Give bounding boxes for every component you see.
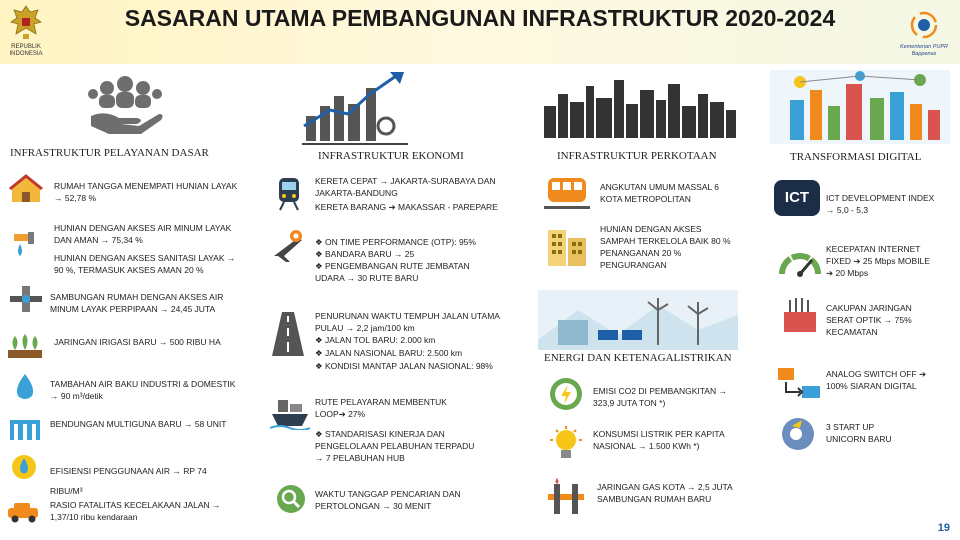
- ict-badge-icon: ICT: [772, 178, 822, 218]
- list-item: ❖ PENGEMBANGAN RUTE JEMBATAN UDARA → 30 RUTE BARU: [315, 261, 470, 283]
- list-item: EMISI CO2 DI PEMBANGKITAN → 323,9 JUTA TON *): [593, 386, 727, 408]
- community-hand-icon: [85, 70, 165, 140]
- house-icon: [8, 174, 44, 204]
- water-drop-icon: [10, 372, 40, 402]
- list-item: SAMBUNGAN RUMAH DENGAN AKSES AIR MINUM LAYAK PERPIPAAN → 24,45 JUTA: [50, 292, 224, 314]
- list-item: KERETA CEPAT → JAKARTA-SURABAYA DAN JAKARTA-BANDUNG: [315, 176, 496, 198]
- car-accident-icon: [6, 500, 42, 524]
- list-item: KONSUMSI LISTRIK PER KAPITA NASIONAL → 1.500 KWh *): [593, 429, 725, 451]
- list-item: ANALOG SWITCH OFF ➔ 100% SIARAN DIGITAL: [826, 369, 927, 391]
- garuda-emblem-icon: [10, 4, 42, 42]
- page-number: 19: [937, 522, 950, 534]
- list-item: ❖ JALAN NASIONAL BARU: 2.500 km: [315, 348, 463, 358]
- ministry-logo-icon: [910, 10, 938, 40]
- list-item: ❖ STANDARISASI KINERJA DAN PENGELOLAAN PELABUHAN TERPADU → 7 PELABUHAN HUB: [315, 429, 475, 463]
- search-rescue-icon: [276, 484, 306, 514]
- list-item: ICT DEVELOPMENT INDEX → 5,0 - 5,3: [826, 193, 935, 215]
- list-item: ❖ ON TIME PERFORMANCE (OTP): 95%: [315, 237, 476, 247]
- irrigation-plant-icon: [8, 330, 42, 358]
- unicorn-icon: [778, 416, 818, 452]
- list-item: JARINGAN IRIGASI BARU → 500 RIBU HA: [54, 337, 221, 347]
- list-item: HUNIAN DENGAN AKSES SAMPAH TERKELOLA BAIK 80 % PENANGANAN 20 % PENGURANGAN: [600, 224, 731, 270]
- pipe-connection-icon: [8, 284, 44, 314]
- analog-to-digital-icon: [776, 364, 822, 404]
- mass-transit-train-icon: [544, 170, 590, 212]
- gas-pipe-icon: [544, 476, 588, 516]
- list-item: TAMBAHAN AIR BAKU INDUSTRI & DOMESTIK → 90 m³/detik: [50, 379, 236, 401]
- column-title-pelayanan-dasar: INFRASTRUKTUR PELAYANAN DASAR: [10, 147, 209, 159]
- list-item: RUMAH TANGGA MENEMPATI HUNIAN LAYAK → 52,78 %: [54, 181, 238, 203]
- list-item: CAKUPAN JARINGAN SERAT OPTIK → 75% KECAMATAN: [826, 303, 912, 337]
- list-item: ANGKUTAN UMUM MASSAL 6 KOTA METROPOLITAN: [600, 182, 720, 204]
- column-title-perkotaan: INFRASTRUKTUR PERKOTAAN: [557, 150, 717, 162]
- list-item: PENURUNAN WAKTU TEMPUH JALAN UTAMA PULAU → 2,2 jam/100 km: [315, 311, 500, 333]
- list-item: HUNIAN DENGAN AKSES AIR MINUM LAYAK DAN AMAN → 75,34 %: [54, 223, 232, 245]
- column-title-digital: TRANSFORMASI DIGITAL: [790, 151, 922, 163]
- city-skyline-icon: [540, 76, 740, 138]
- road-icon: [270, 310, 306, 356]
- column-title-ekonomi: INFRASTRUKTUR EKONOMI: [318, 150, 464, 162]
- list-item: KERETA BARANG ➔ MAKASSAR - PAREPARE: [315, 202, 498, 212]
- water-efficiency-icon: [8, 452, 40, 482]
- speedometer-icon: [778, 244, 822, 280]
- list-item: EFISIENSI PENGGUNAAN AIR → RP 74 RIBU/M³: [50, 466, 207, 496]
- right-logo-caption: Kementerian PUPR Bappenas: [900, 44, 948, 57]
- dam-icon: [8, 412, 42, 442]
- light-bulb-icon: [550, 426, 582, 462]
- co2-emission-icon: [548, 376, 584, 412]
- list-item: HUNIAN DENGAN AKSES SANITASI LAYAK → 90 %, TERMASUK AKSES AMAN 20 %: [54, 253, 236, 275]
- list-item: ❖ KONDISI MANTAP JALAN NASIONAL: 98%: [315, 361, 493, 371]
- ship-icon: [270, 396, 310, 430]
- train-icon: [274, 176, 304, 212]
- list-item: WAKTU TANGGAP PENCARIAN DAN PERTOLONGAN → 30 MENIT: [315, 489, 461, 511]
- list-item: ❖ BANDARA BARU → 25: [315, 249, 415, 259]
- smart-city-icon: [770, 70, 950, 144]
- apartment-icon: [544, 224, 590, 266]
- list-item: RUTE PELAYARAN MEMBENTUK LOOP➔ 27%: [315, 397, 447, 419]
- infrastructure-growth-icon: [300, 66, 410, 146]
- airplane-location-icon: [270, 228, 306, 264]
- list-item: RASIO FATALITAS KECELAKAAN JALAN → 1,37/10 ribu kendaraan: [50, 500, 221, 522]
- list-item: JARINGAN GAS KOTA → 2,5 JUTA SAMBUNGAN RUMAH BARU: [597, 482, 733, 504]
- water-tap-icon: [10, 228, 42, 260]
- list-item: BENDUNGAN MULTIGUNA BARU → 58 UNIT: [50, 419, 227, 429]
- energy-section-title: ENERGI DAN KETENAGALISTRIKAN: [544, 352, 732, 364]
- left-logo-caption: REPUBLIK INDONESIA: [9, 44, 43, 57]
- page-title: SASARAN UTAMA PEMBANGUNAN INFRASTRUKTUR 2020-2024: [124, 5, 836, 31]
- list-item: KECEPATAN INTERNET FIXED ➔ 25 Mbps MOBILE ➔ 20 Mbps: [826, 244, 930, 278]
- fiber-optic-icon: [778, 296, 822, 336]
- energy-landscape-icon: [538, 290, 738, 350]
- list-item: 3 START UP UNICORN BARU: [826, 422, 892, 444]
- list-item: ❖ JALAN TOL BARU: 2.000 km: [315, 335, 436, 345]
